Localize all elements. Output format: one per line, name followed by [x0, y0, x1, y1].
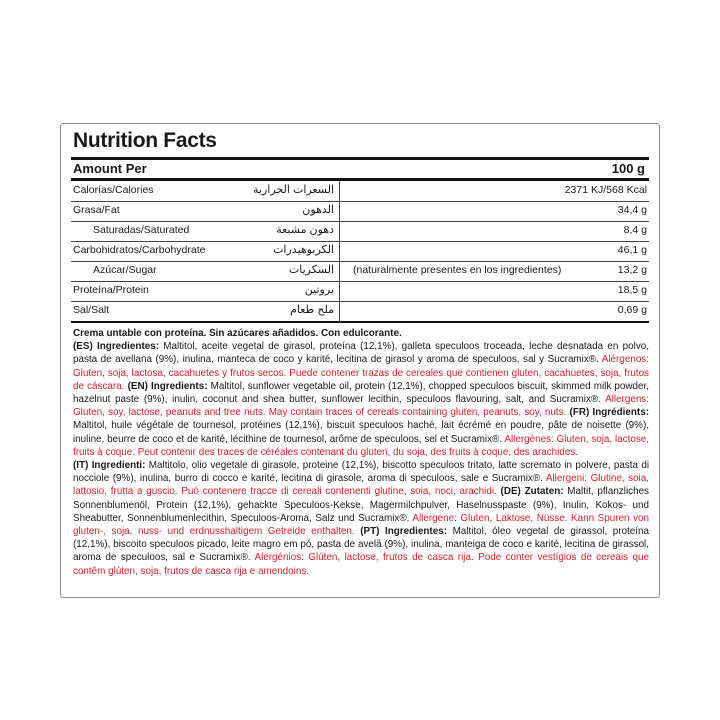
- en-allergens: Allergens: Gluten, soy, lactose, peanuts and tree nuts. May contain traces of cereals containing gluten, peanuts, soy, nuts.: [73, 394, 649, 419]
- nutrient-row: [71, 181, 649, 202]
- nutrient-row: [71, 201, 649, 222]
- es-label: (ES) Ingredientes:: [73, 341, 160, 353]
- nutrient-row: [71, 281, 649, 302]
- pt-ingredients: Maltitol, óleo vegetal de girassol, proteína (12,1%), biscoito speculoos picado, leite magro em pó, pasta de avelã (9%), inulina, manteiga de coco e karité, lecitina de girassol, aroma de speculoos, sal e Sucramix®.: [73, 526, 650, 564]
- en-ingredients: Maltitol, sunflower vegetable oil, protein (12,1%), chopped speculoos biscuit, skimmed milk powder, hazelnut paste (9%), inulin, coconut and shea butter, sunflower lecithin, speculoos flavouring, salt, and Sucramix®.: [73, 380, 649, 406]
- nutrient-arabic: السعرات الحرارية: [253, 184, 334, 196]
- nutrient-value: 46,1 g: [617, 244, 647, 256]
- nutrient-arabic: السكريات: [288, 264, 334, 276]
- nutrient-row: [71, 301, 649, 321]
- nutrient-value: 34,4 g: [617, 204, 647, 216]
- nutrient-row: [71, 241, 649, 262]
- nutrient-label: Calorías/Calories: [73, 184, 154, 196]
- table-divider: [339, 181, 340, 321]
- nutrient-label: Sal/Salt: [73, 304, 110, 316]
- fr-label: (FR) Ingrédients:: [566, 407, 649, 419]
- it-allergens: Allergeni: Glutine, soia, lattosio, frutta a guscio. Può contenere tracce di cereali contenenti glutine, soia, noci, arachidi.: [73, 473, 649, 498]
- nutrient-label: Azúcar/Sugar: [93, 264, 157, 276]
- nutrient-arabic: دهون مشبعة: [276, 224, 334, 236]
- nutrient-row: [71, 221, 649, 242]
- nutrient-value: 0,69 g: [617, 304, 647, 316]
- nutrient-label: Saturadas/Saturated: [93, 224, 190, 236]
- nutrient-value: 8,4 g: [623, 224, 647, 236]
- fr-ingredients: Maltitol, huile végétale de tournesol, protéines (12,1%), biscuit speculoos haché, lait écrémé en poudre, pâte de noisette (9%), inuline, beurre de coco et de karité, lécithine de tournesol, arôme de speculoos, sel et Sucramix®.: [73, 420, 649, 445]
- amount-row: [73, 160, 645, 178]
- panel-title: Nutrition Facts: [73, 129, 217, 152]
- nutrient-arabic: الدهون: [302, 204, 334, 216]
- pt-label: (PT) Ingredientes:: [354, 526, 447, 538]
- it-ingredients: Maltitolo, olio vegetale di girasole, proteine (12,1%), biscotto speculoos tritato, latte scremato in polvere, pasta di nocciole (9%), inulina, burro di cocco e karité, lecitina di girasole, aroma di speculoos, sale e Sucramix®.: [73, 460, 650, 485]
- ingredients-text: [73, 327, 649, 578]
- nutrient-arabic: بروتين: [304, 284, 334, 296]
- de-allergens: Allergene: Gluten, Laktose, Nüsse. Kann Spuren von gluten-, soja, nuss- und erdnusshaltigem Getreide enthalten.: [73, 512, 649, 538]
- es-allergens: Alérgenos: Gluten, soja, lactosa, cacahuetes y frutos secos. Puede contener trazas de cereales que contienen gluten, cacahuetes, soja, frutos de cáscara.: [73, 354, 649, 392]
- en-label: (EN) Ingredients:: [124, 380, 208, 392]
- es-ingredients: Maltitol, aceite vegetal de girasol, proteína (12,1%), galleta speculoos troceada, leche desnatada en polvo, pasta de avellana (9%), inulina, manteca de coco y karité, lecitina de girasol y aroma de speculoos, sal y Sucramix®.: [73, 341, 649, 366]
- de-ingredients: Maltit, pflanzliches Sonnenblumenöl, Protein (12,1%), gehackte Speculoos-Kekse, Magermilchpulver, Haselnusspaste (9%), Inulin, Kokos- und Sheabutter, Sonnenblumenlecithin, Speculoos-Aroma, Salz und Sucramix®.: [73, 486, 649, 524]
- amount-label: Amount Per: [73, 161, 147, 176]
- product-headline: Crema untable con proteína. Sin azúcares añadidos. Con edulcorante.: [73, 328, 402, 339]
- nutrient-arabic: الكربوهيدرات: [273, 244, 334, 256]
- pt-allergens: Alergénios: Glúten, lactose, frutos de casca rija. Pode conter vestígios de cereais que contêm glúten, soja, frutos de casca rija e amendoins.: [73, 552, 650, 577]
- de-label: (DE) Zutaten:: [496, 486, 564, 498]
- nutrient-arabic: ملح طعام: [290, 304, 334, 316]
- nutrient-value: 2371 KJ/568 Kcal: [564, 184, 647, 196]
- table-bottom-rule: [71, 321, 649, 323]
- nutrient-label: Carbohidratos/Carbohydrate: [73, 244, 206, 256]
- nutrient-table: [71, 181, 649, 321]
- amount-value: 100 g: [611, 161, 645, 176]
- nutrient-note: (naturalmente presentes en los ingredientes): [353, 264, 562, 276]
- fr-allergens: Allergènes: Gluten, soja, lactose, fruits à coque. Peut contenir des traces de céréales contenant du gluten, du soja, des fruits à coque, des arachides.: [73, 433, 649, 458]
- nutrition-facts-panel: [60, 123, 660, 598]
- nutrient-value: 13,2 g: [617, 264, 647, 276]
- it-label: (IT) Ingredienti:: [73, 460, 146, 472]
- nutrient-row: [71, 261, 649, 282]
- nutrient-label: Proteína/Protein: [73, 284, 149, 296]
- nutrient-value: 18,5 g: [617, 284, 647, 296]
- nutrient-label: Grasa/Fat: [73, 204, 120, 216]
